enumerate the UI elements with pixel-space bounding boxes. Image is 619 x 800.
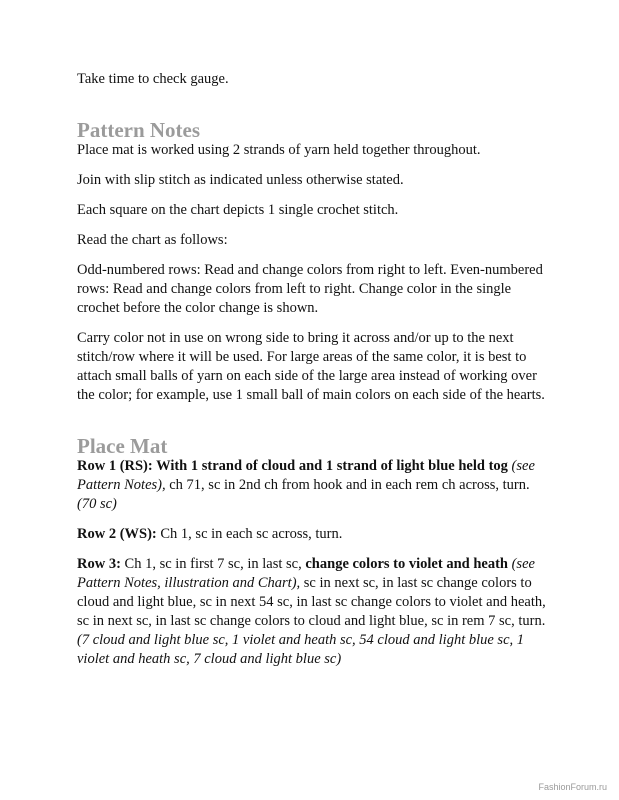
note-paragraph-3: Each square on the chart depicts 1 single crochet stitch. bbox=[77, 202, 399, 218]
row-3-label: Row 3: bbox=[77, 556, 121, 572]
row-3-text-b: sc in next sc, in last sc change colors to cloud and light blue, sc in next 54 sc, in last sc change colors to violet and heath, sc in next sc, in last sc change colors to cloud and light blue, sc in rem 7 sc, turn. bbox=[77, 575, 546, 629]
document-page bbox=[77, 70, 547, 669]
row-2-label: Row 2 (WS): bbox=[77, 526, 157, 542]
row-1-count: (70 sc) bbox=[77, 496, 117, 512]
row-1-bold-text: With 1 strand of cloud and 1 strand of light blue held tog bbox=[152, 458, 508, 474]
note-paragraph-5: Odd-numbered rows: Read and change colors from right to left. Even-numbered rows: Read and change colors from left to right. Change color in the single crochet before the color change is shown. bbox=[77, 262, 543, 316]
row-1-instruction bbox=[77, 457, 547, 514]
row-2-text: Ch 1, sc in each sc across, turn. bbox=[156, 526, 343, 542]
row-3-italic-text: (see Pattern Notes, illustration and Chart), bbox=[77, 556, 535, 591]
place-mat-heading: Place Mat bbox=[77, 434, 168, 458]
note-paragraph-4: Read the chart as follows: bbox=[77, 232, 228, 248]
row-1-label: Row 1 (RS): bbox=[77, 458, 153, 474]
row-3-text-a: Ch 1, sc in first 7 sc, in last sc, bbox=[120, 556, 302, 572]
gauge-note: Take time to check gauge. bbox=[77, 71, 229, 87]
row-3-count: (7 cloud and light blue sc, 1 violet and heath sc, 54 cloud and light blue sc, 1 violet and heath sc, 7 cloud and light blue sc) bbox=[77, 632, 525, 667]
row-3-bold-text: change colors to violet and heath bbox=[301, 556, 508, 572]
row-1-italic-text: (see Pattern Notes), bbox=[77, 458, 535, 493]
row-1-text: ch 71, sc in 2nd ch from hook and in each rem ch across, turn. bbox=[165, 477, 530, 493]
note-paragraph-6: Carry color not in use on wrong side to bring it across and/or up to the next stitch/row where it will be used. For large areas of the same color, it is best to attach small balls of yarn on each side of the large area instead of working over the color; for example, use 1 small ball of main colors on each side of the hearts. bbox=[77, 330, 545, 403]
note-paragraph-1: Place mat is worked using 2 strands of yarn held together throughout. bbox=[77, 142, 481, 158]
row-3-instruction bbox=[77, 555, 547, 669]
row-2-instruction bbox=[77, 525, 547, 544]
watermark-text: FashionForum.ru bbox=[538, 782, 607, 792]
pattern-notes-heading: Pattern Notes bbox=[77, 118, 201, 142]
note-paragraph-2: Join with slip stitch as indicated unless otherwise stated. bbox=[77, 172, 404, 188]
